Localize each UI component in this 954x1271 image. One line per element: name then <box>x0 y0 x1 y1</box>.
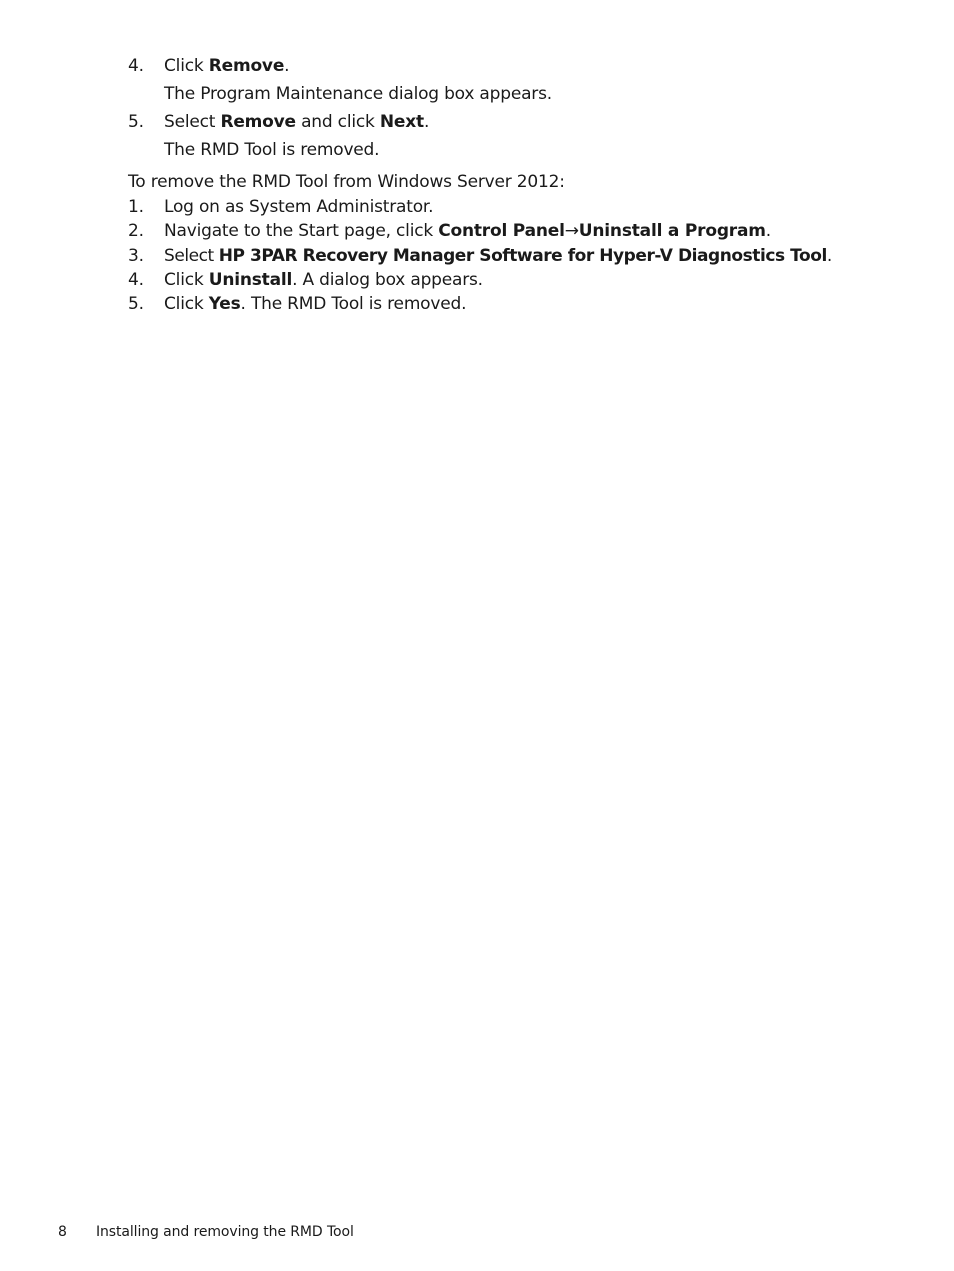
arrow-icon: → <box>564 221 579 241</box>
step-text: Click Uninstall. A dialog box appears. <box>164 270 483 290</box>
step-number: 4. <box>128 270 144 290</box>
ui-term: Remove <box>208 56 285 76</box>
page-number: 8 <box>58 1224 67 1240</box>
step-result: The Program Maintenance dialog box appears. <box>164 84 552 104</box>
ui-term: Next <box>379 112 424 132</box>
step-number: 3. <box>128 246 144 266</box>
step-result: The RMD Tool is removed. <box>164 140 380 160</box>
ui-term: Control Panel <box>438 221 565 241</box>
step-text: Log on as System Administrator. <box>164 197 434 217</box>
ui-term: Uninstall a Program <box>578 221 766 241</box>
intro-paragraph: To remove the RMD Tool from Windows Server 2012: <box>128 172 565 192</box>
ui-term: Yes <box>208 294 241 314</box>
step-number: 5. <box>128 112 144 132</box>
ui-term: Remove <box>220 112 296 132</box>
step-number: 4. <box>128 56 144 76</box>
step-text: Click Remove. <box>164 56 290 76</box>
ui-term: HP 3PAR Recovery Manager Software for Hyper-V Diagnostics Tool <box>218 246 827 266</box>
step-text: Navigate to the Start page, click Control Panel→Uninstall a Program. <box>164 221 771 241</box>
step-number: 2. <box>128 221 144 241</box>
step-text: Select HP 3PAR Recovery Manager Software for Hyper-V Diagnostics Tool. <box>164 246 832 266</box>
step-text: Select Remove and click Next. <box>164 112 430 132</box>
ui-term: Uninstall <box>208 270 293 290</box>
footer-section-title: Installing and removing the RMD Tool <box>96 1224 354 1240</box>
step-number: 5. <box>128 294 144 314</box>
step-text: Click Yes. The RMD Tool is removed. <box>164 294 467 314</box>
step-number: 1. <box>128 197 144 217</box>
